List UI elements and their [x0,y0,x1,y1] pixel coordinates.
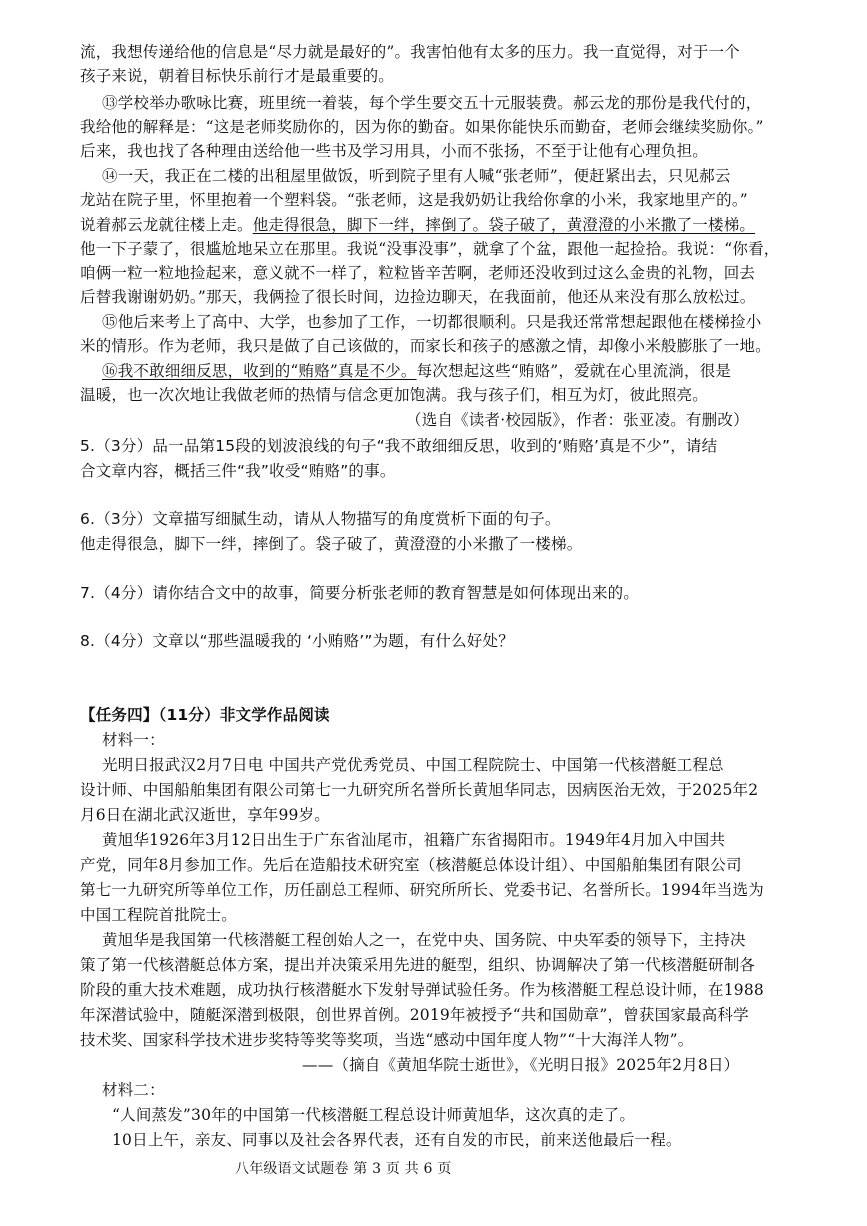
material-line: 第七一九研究所等单位工作，历任副总工程师、研究所所长、党委书记、名誉所长。1994年当选为 [80,881,764,899]
story-line: 龙站在院子里，怀里抱着一个塑料袋。“张老师，这是我奶奶让我给你拿的小米，我家地里产的。” [80,191,748,209]
story-line: 咱俩一粒一粒地捡起来，意义就不一样了，粒粒皆辛苦啊，老师还没收到过这么金贵的礼物，回去 [80,264,756,282]
material-label: 材料一： [102,731,165,749]
question-6-quote: 他走得很急，脚下一绊，摔倒了。袋子破了，黄澄澄的小米撒了一楼梯。 [80,535,583,553]
material-line: “人间蒸发”30年的中国第一代核潜艇工程总设计师黄旭华，这次真的走了。 [112,1106,636,1124]
story-line: ⑬学校举办歌咏比赛，班里统一着装，每个学生要交五十元服装费。郝云龙的那份是我代付的， [102,94,762,112]
story-text: 每次想起这些“贿赂”，爱就在心里流淌，很是 [416,362,732,380]
source-note: （选自《读者·校园版》，作者：张亚凌。有删改） [406,411,749,429]
story-line: 米的情形。作为老师，我只是做了自己该做的，而家长和孩子的感激之情，却像小米般膨胀了一地。 [80,337,771,355]
story-line: 后替我谢谢奶奶。”那天，我俩捡了很长时间，边捡边聊天，在我面前，他还从来没有那么放松过。 [80,288,756,306]
underlined-sentence: 他走得很急，脚下一绊，摔倒了。袋子破了，黄澄澄的小米撒了一楼梯。 [252,216,756,234]
story-line: 我给他的解释是：“这是老师奖励你的，因为你的勤奋。如果你能快乐而勤奋，老师会继续奖励你。” [80,118,764,136]
question-5: 5.（3分）品一品第15段的划波浪线的句子“我不敢细细反思，收到的‘贿赂’真是不少”，请结 [80,437,718,455]
question-5: 合文章内容，概括三件“我”收受“贿赂”的事。 [80,462,396,480]
source-note: ——（摘自《黄旭华院士逝世》，《光明日报》2025年2月8日） [302,1056,740,1074]
question-7: 7.（4分）请你结合文中的故事，简要分析张老师的教育智慧是如何体现出来的。 [80,584,640,602]
story-line: 孩子来说，朝着目标快乐前行才是最重要的。 [80,67,395,85]
question-8: 8.（4分）文章以“那些温暖我的 ‘小贿赂’”为题，有什么好处？ [80,632,514,650]
material-line: 光明日报武汉2月7日电 中国共产党优秀党员、中国工程院院士、中国第一代核潜艇工程总 [102,756,724,774]
material-line: 阶段的重大技术难题，成功执行核潜艇水下发射导弹试验任务。作为核潜艇工程总设计师，在1988 [80,981,764,999]
material-label: 材料二： [102,1081,165,1099]
material-line: 中国工程院首批院士。 [80,906,238,924]
underlined-sentence: ⑯我不敢细细反思，收到的“贿赂”真是不少。 [102,362,417,380]
material-line: 技术奖、国家科学技术进步奖特等奖等奖项，当选“感动中国年度人物”“十大海洋人物”。 [80,1031,694,1049]
story-line: ⑭一天，我正在二楼的出租屋里做饭，听到院子里有人喊“张老师”，便赶紧出去，只见郝云 [102,167,731,185]
story-line [80,215,755,235]
material-line: 年深潜试验中，随艇深潜到极限，创世界首例。2019年被授予“共和国勋章”，曾获国家最高科学 [80,1006,749,1024]
story-line: ⑮他后来考上了高中、大学，也参加了工作，一切都很顺利。只是我还常常想起跟他在楼梯捡小 [102,313,762,331]
story-line: 温暖，也一次次地让我做老师的热情与信念更加饱满。我与孩子们，相互为灯，彼此照亮。 [80,386,709,404]
story-line: 后来，我也找了各种理由送给他一些书及学习用具，小而不张扬，不至于让他有心理负担。 [80,142,709,160]
story-line: 流，我想传递给他的信息是“尽力就是最好的”。我害怕他有太多的压力。我一直觉得，对于一个 [80,43,740,61]
story-line [102,361,731,381]
page-footer: 八年级语文试题卷 第 3 页 共 6 页 [235,1161,452,1177]
material-line: 黄旭华1926年3月12日出生于广东省汕尾市，祖籍广东省揭阳市。1949年4月加入中国共 [102,831,726,849]
material-line: 产党，同年8月参加工作。先后在造船技术研究室（核潜艇总体设计组）、中国船舶集团有限公司 [80,856,742,874]
story-line: 他一下子蒙了，很尴尬地呆立在那里。我说“没事没事”，就拿了个盆，跟他一起捡拾。我说：“你看， [80,240,780,258]
question-6: 6.（3分）文章描写细腻生动，请从人物描写的角度赏析下面的句子。 [80,510,561,528]
story-text: 说着郝云龙就往楼上走。 [80,216,253,234]
material-line: 10日上午，亲友、同事以及社会各界代表，还有自发的市民，前来送他最后一程。 [112,1131,682,1149]
material-line: 策了第一代核潜艇总体方案，提出并决策采用先进的艇型，组织、协调解决了第一代核潜艇研制各 [80,956,756,974]
material-line: 黄旭华是我国第一代核潜艇工程创始人之一，在党中央、国务院、中央军委的领导下，主持决 [102,931,746,949]
material-line: 设计师、中国船舶集团有限公司第七一九研究所名誉所长黄旭华同志，因病医治无效，于2025年2 [80,781,759,799]
material-line: 月6日在湖北武汉逝世，享年99岁。 [80,806,330,824]
section-heading: 【任务四】（11分）非文学作品阅读 [80,706,330,724]
